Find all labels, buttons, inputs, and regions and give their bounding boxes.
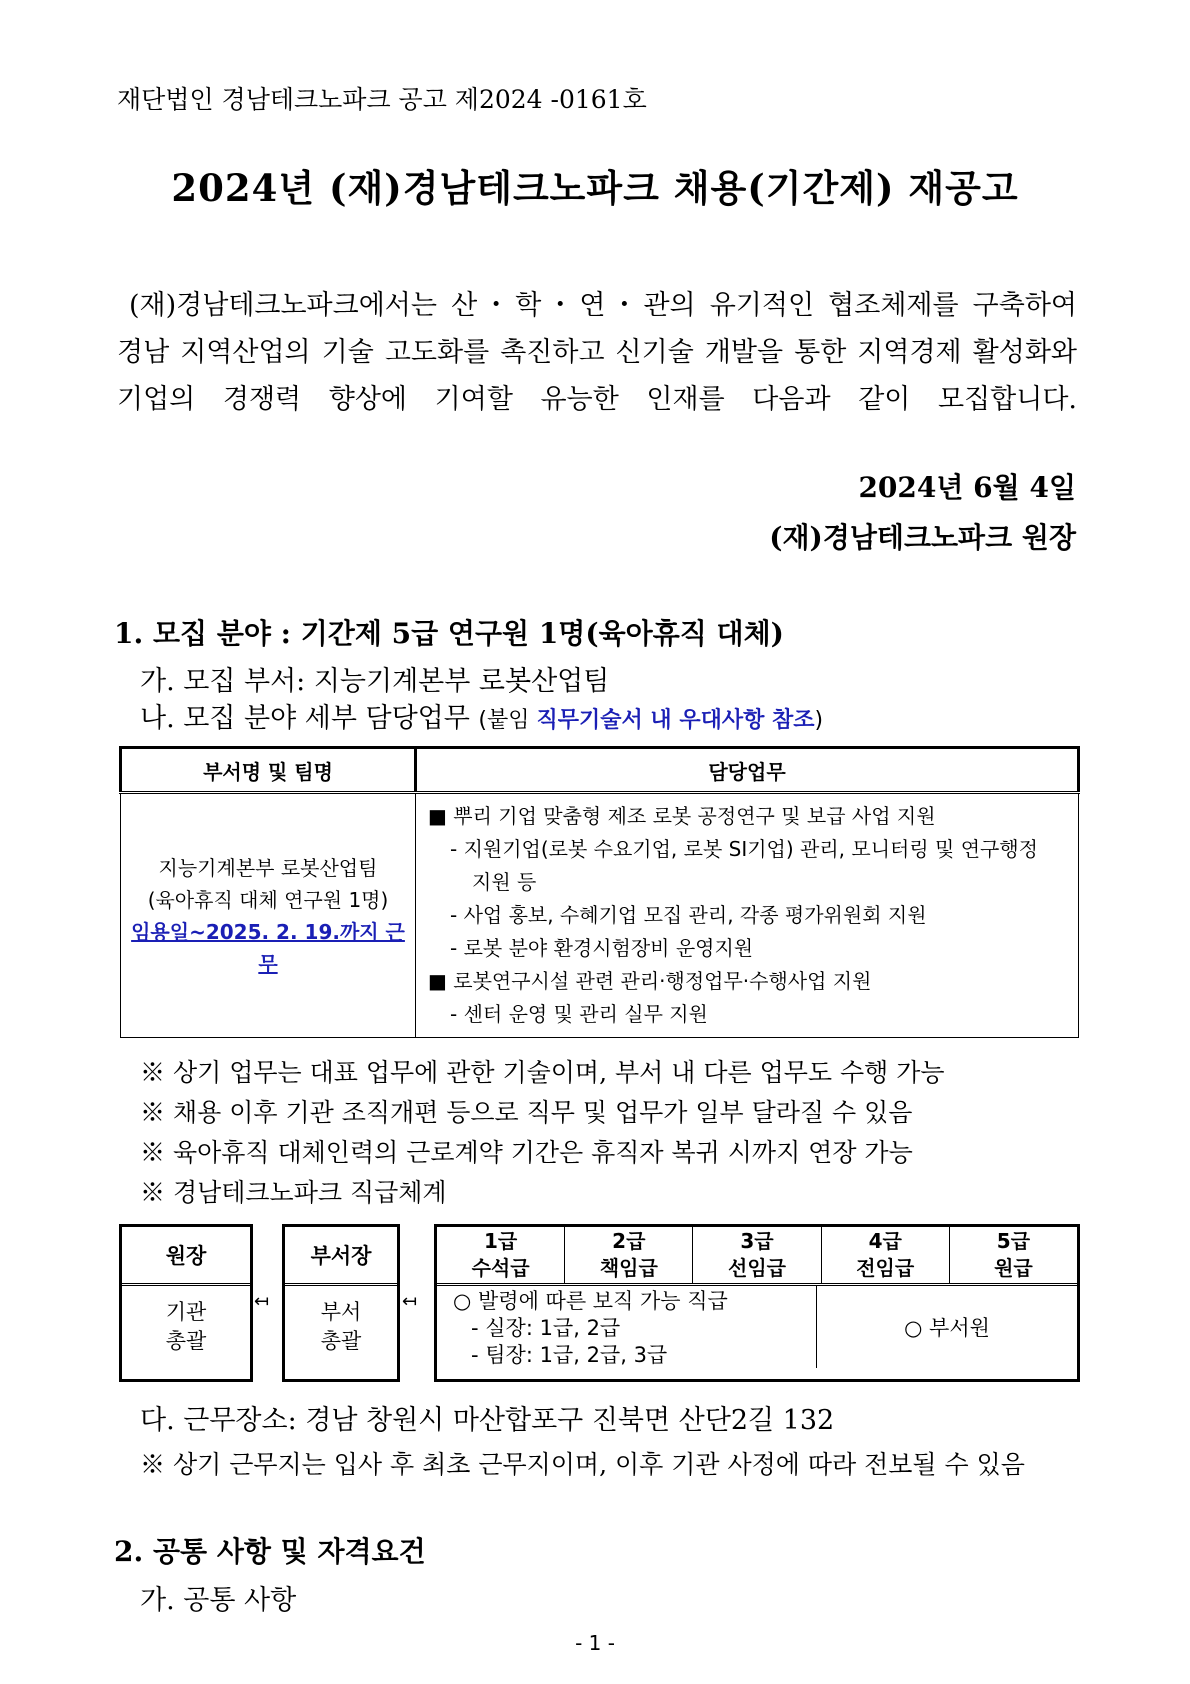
grade-name: 책임급 bbox=[599, 1256, 658, 1280]
grade-levels-box bbox=[434, 1224, 1080, 1382]
grade-level bbox=[564, 1227, 692, 1283]
notice-number: 재단법인 경남테크노파크 공고 제2024 -0161호 bbox=[117, 85, 647, 114]
intro-line: (재)경남테크노파크에서는 산・학・연・관의 유기적인 협조체제를 구축하여 bbox=[129, 290, 1077, 321]
grade-position-line: - 실장: 1급, 2급 bbox=[471, 1316, 621, 1340]
duties-cell bbox=[416, 793, 1079, 1038]
duty-item: - 센터 운영 및 관리 실무 지원 bbox=[450, 1002, 708, 1026]
grade-level bbox=[949, 1227, 1077, 1283]
section2-heading: 2. 공통 사항 및 자격요건 bbox=[114, 1535, 426, 1568]
dept-name: 지능기계본부 로봇산업팀 bbox=[158, 855, 378, 880]
grade-number: 1급 bbox=[483, 1229, 518, 1253]
dept-head-desc-line: 부서 bbox=[320, 1300, 362, 1324]
dept-head-title: 부서장 bbox=[285, 1227, 397, 1286]
table-row bbox=[121, 793, 1079, 1038]
grade-name: 원급 bbox=[994, 1256, 1033, 1280]
section2-item-a: 가. 공통 사항 bbox=[140, 1585, 297, 1616]
duty-item: ■ 로봇연구시설 관련 관리·행정업무·수행사업 지원 bbox=[428, 969, 872, 993]
director-desc bbox=[122, 1286, 250, 1368]
duty-item: - 사업 홍보, 수혜기업 모집 관리, 각종 평가위원회 지원 bbox=[450, 903, 927, 927]
note-2: ※ 채용 이후 기관 조직개편 등으로 직무 및 업무가 일부 달라질 수 있음 bbox=[140, 1098, 913, 1127]
duty-table bbox=[119, 746, 1080, 1038]
grade-number: 5급 bbox=[996, 1229, 1031, 1253]
arrow-left-icon: ↤ bbox=[254, 1291, 270, 1312]
director-title: 원장 bbox=[122, 1227, 250, 1286]
signer: (재)경남테크노파크 원장 bbox=[769, 521, 1076, 554]
grade-number: 4급 bbox=[868, 1229, 902, 1253]
item-b-ref-close: ) bbox=[814, 708, 824, 733]
dept-cell bbox=[121, 793, 416, 1038]
notice-date: 2024년 6월 4일 bbox=[858, 471, 1076, 504]
dept-sub: (육아휴직 대체 연구원 1명) bbox=[147, 887, 389, 912]
grade-name: 수석급 bbox=[471, 1256, 530, 1280]
intro-line: 경남 지역산업의 기술 고도화를 촉진하고 신기술 개발을 통한 지역경제 활성화와 bbox=[117, 337, 1077, 368]
page-number: - 1 - bbox=[575, 1631, 615, 1655]
item-b-label: 나. 모집 분야 세부 담당업무 bbox=[140, 703, 470, 734]
dept-head-box bbox=[282, 1224, 400, 1382]
grade-members: ○ 부서원 bbox=[904, 1316, 990, 1340]
director-desc-line: 총괄 bbox=[165, 1329, 207, 1353]
section1-item-c: 다. 근무장소: 경남 창원시 마산합포구 진북면 산단2길 132 bbox=[140, 1405, 835, 1436]
item-b-ref-open: (붙임 bbox=[478, 708, 537, 733]
note-1: ※ 상기 업무는 대표 업무에 관한 기술이며, 부서 내 다른 업무도 수행 가능 bbox=[140, 1058, 945, 1087]
arrow-left-icon: ↤ bbox=[402, 1291, 418, 1312]
duty-table-header bbox=[121, 748, 1079, 793]
header-duties: 담당업무 bbox=[416, 748, 1079, 793]
director-desc-line: 기관 bbox=[165, 1300, 207, 1324]
dept-head-desc-line: 총괄 bbox=[320, 1329, 362, 1353]
note-3: ※ 육아휴직 대체인력의 근로계약 기간은 휴직자 복귀 시까지 연장 가능 bbox=[140, 1138, 913, 1167]
duty-item: 지원 등 bbox=[472, 870, 537, 894]
grade-number: 3급 bbox=[740, 1229, 774, 1253]
grade-name: 선임급 bbox=[728, 1256, 786, 1280]
intro-line: 기업의 경쟁력 향상에 기여할 유능한 인재를 다음과 같이 모집합니다. bbox=[117, 384, 1077, 415]
note-4: ※ 경남테크노파크 직급체계 bbox=[140, 1178, 447, 1207]
director-box bbox=[119, 1224, 253, 1382]
section1-item-b bbox=[140, 696, 823, 735]
grade-levels-body bbox=[437, 1286, 1077, 1368]
grade-positions bbox=[437, 1286, 817, 1368]
intro-paragraph bbox=[117, 282, 1077, 423]
grade-position-line: - 팀장: 1급, 2급, 3급 bbox=[471, 1343, 668, 1367]
grade-level bbox=[692, 1227, 820, 1283]
section1-heading: 1. 모집 분야 : 기간제 5급 연구원 1명(육아휴직 대체) bbox=[114, 617, 784, 650]
dept-period: 임용일~2025. 2. 19.까지 근무 bbox=[131, 919, 405, 976]
duty-item: ■ 뿌리 기업 맞춤형 제조 로봇 공정연구 및 보급 사업 지원 bbox=[428, 804, 936, 828]
section1-item-a: 가. 모집 부서: 지능기계본부 로봇산업팀 bbox=[140, 666, 610, 697]
grade-position-line: ○ 발령에 따른 보직 가능 직급 bbox=[453, 1289, 728, 1313]
page-title: 2024년 (재)경남테크노파크 채용(기간제) 재공고 bbox=[171, 166, 1019, 210]
item-b-ref: 직무기술서 내 우대사항 참조 bbox=[536, 708, 815, 733]
header-dept: 부서명 및 팀명 bbox=[121, 748, 416, 793]
grade-level bbox=[821, 1227, 949, 1283]
duty-item: - 지원기업(로봇 수요기업, 로봇 SI기업) 관리, 모니터링 및 연구행정 bbox=[450, 837, 1038, 861]
grade-level bbox=[437, 1227, 564, 1283]
duty-item: - 로봇 분야 환경시험장비 운영지원 bbox=[450, 936, 754, 960]
grade-levels-header bbox=[437, 1227, 1077, 1286]
grade-name: 전임급 bbox=[856, 1256, 915, 1280]
grade-number: 2급 bbox=[612, 1229, 646, 1253]
item-c-note: ※ 상기 근무지는 입사 후 최초 근무지이며, 이후 기관 사정에 따라 전보될 수 있음 bbox=[140, 1450, 1025, 1479]
dept-head-desc bbox=[285, 1286, 397, 1368]
